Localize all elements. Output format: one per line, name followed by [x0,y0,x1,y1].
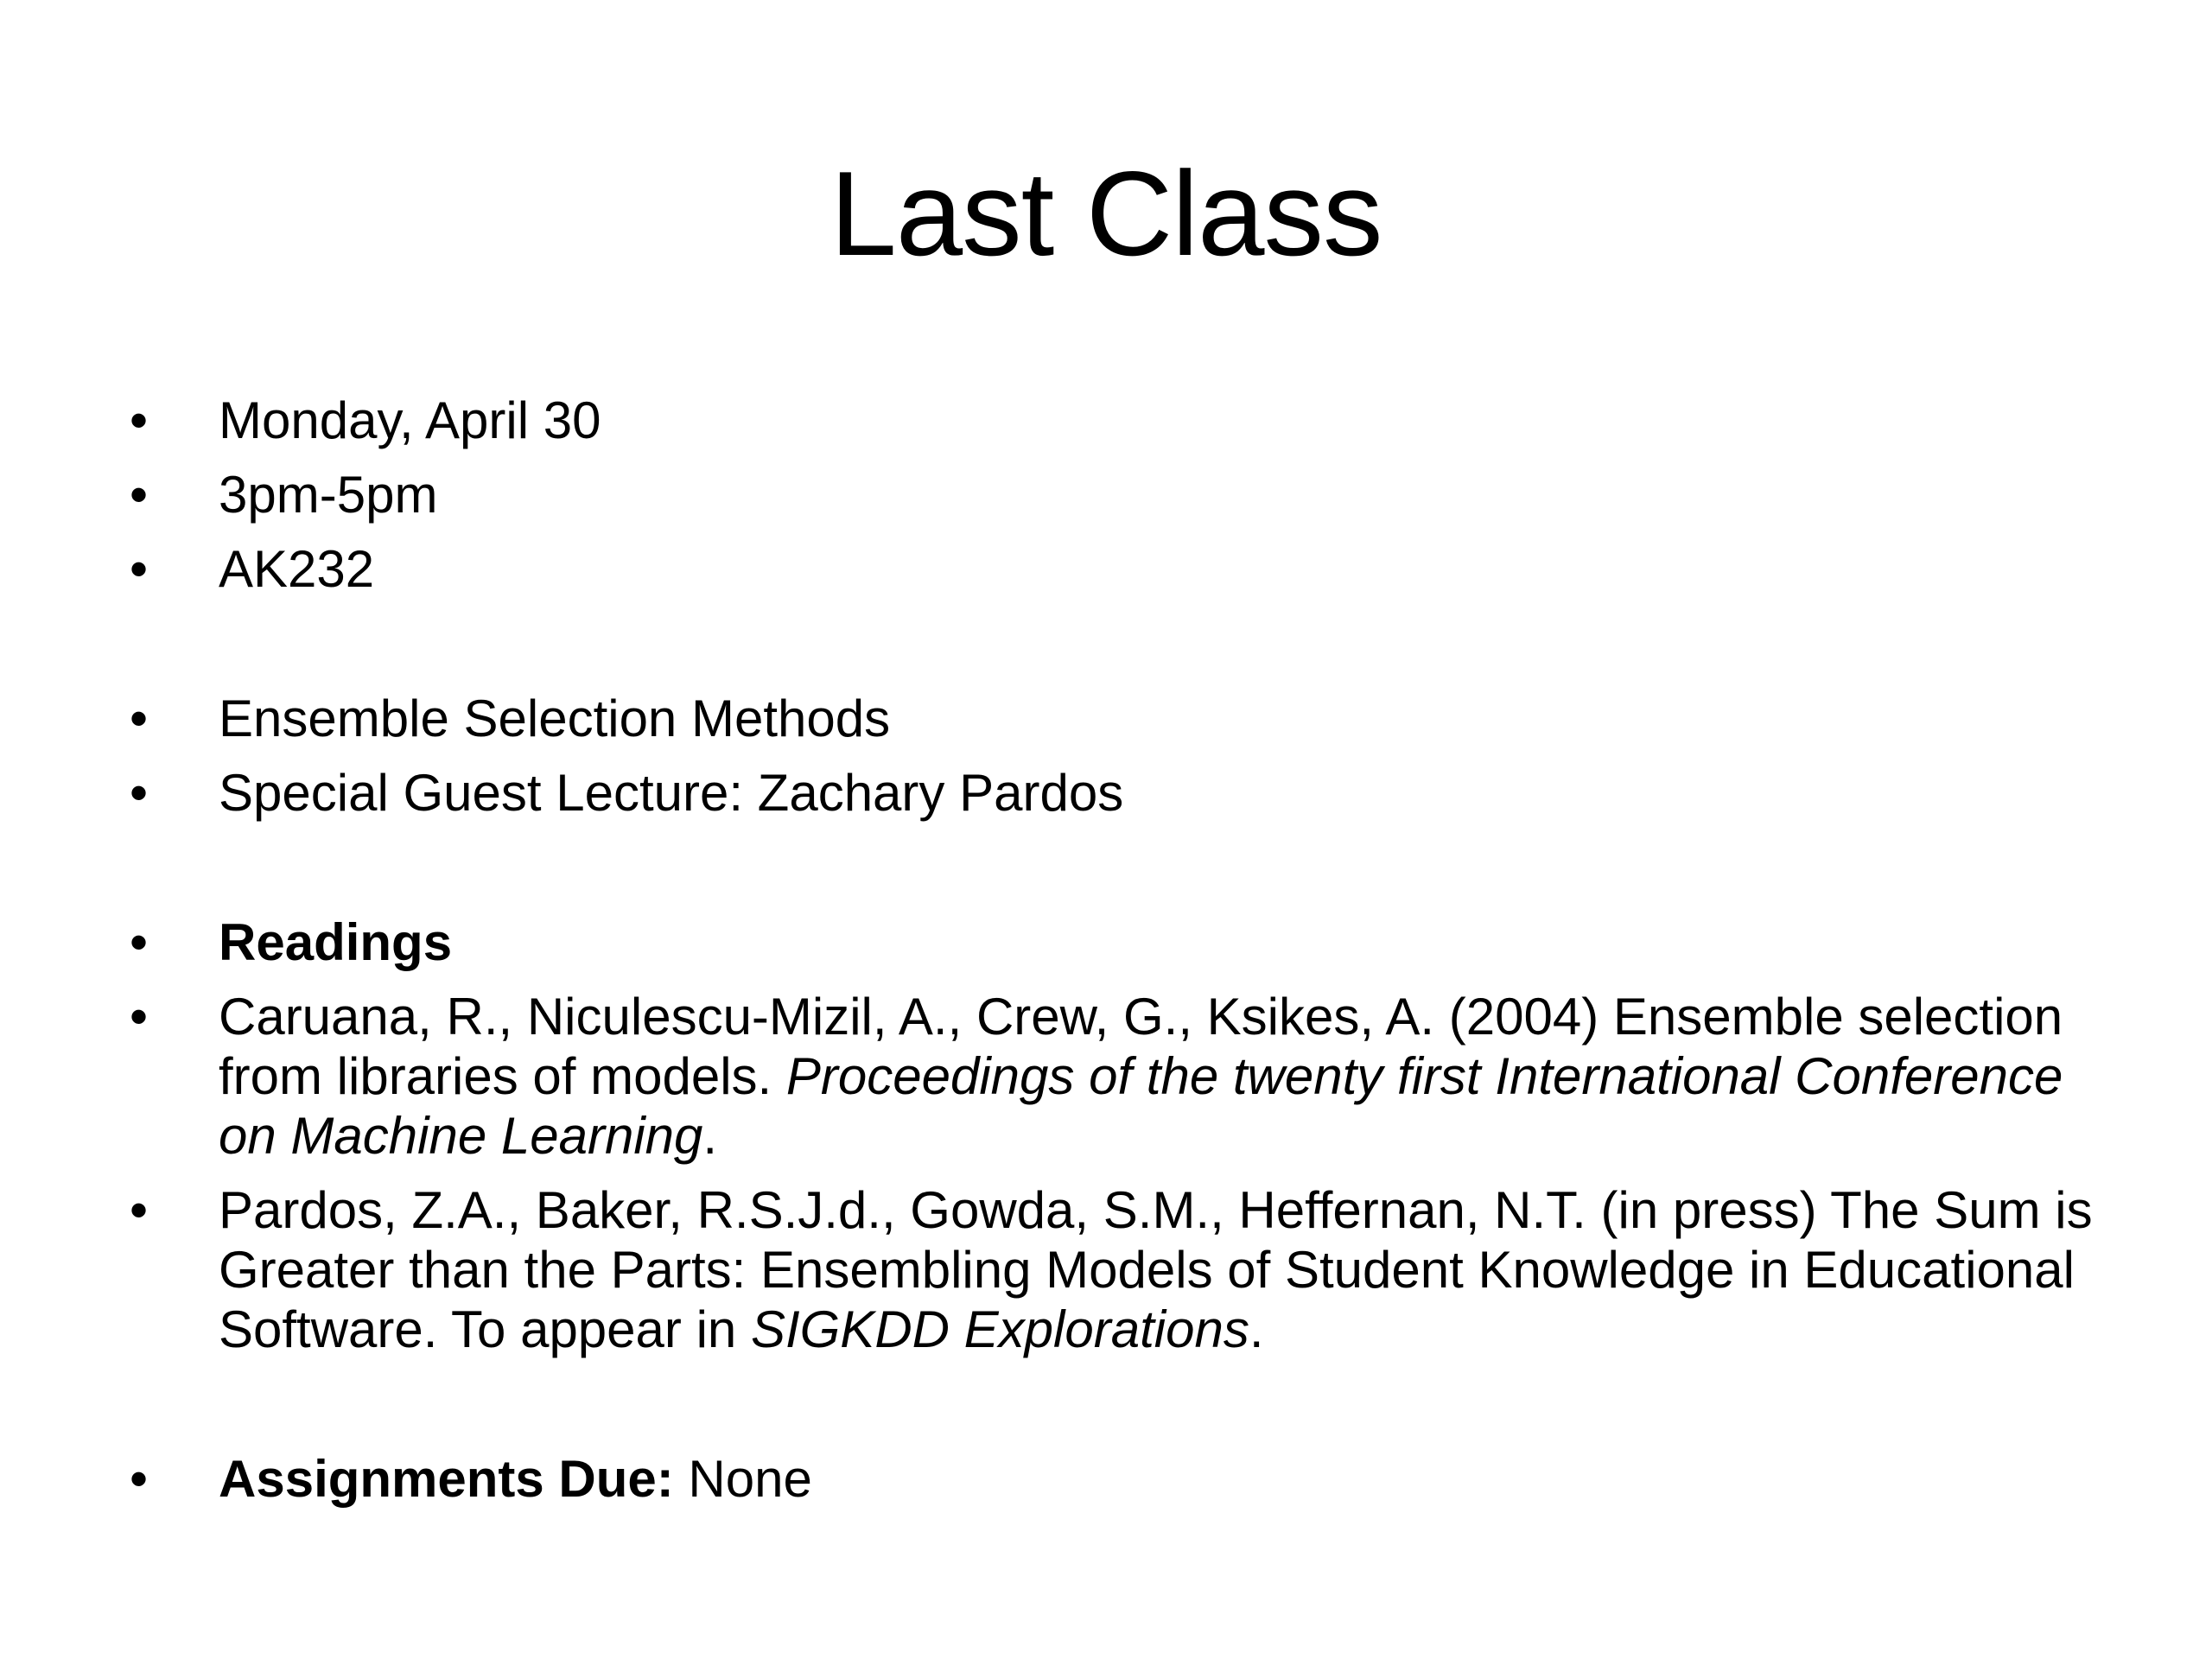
readings-heading: Readings [219,913,453,971]
bullet-list [130,391,2117,1523]
bullet-icon: • [130,690,149,747]
bullet-icon: • [130,764,149,822]
room-text: AK232 [219,540,375,598]
bullet-icon: • [130,391,149,449]
reading-1-end: . [702,1107,718,1165]
guest-text: Special Guest Lecture: Zachary Pardos [219,764,1124,822]
slide-title: Last Class [830,147,1382,281]
bullet-icon: • [130,1450,149,1508]
bullet-icon: • [130,1181,149,1239]
bullet-icon: • [130,466,149,524]
reading-1-citation: Caruana, R., Niculescu-Mizil, A., Crew, G., Ksikes, A. (2004) Ensemble selection from libraries of models. [219,988,2063,1105]
reading-2-end: . [1249,1300,1264,1358]
time-text: 3pm-5pm [219,466,438,524]
assignments-label: Assignments Due: [219,1450,674,1508]
bullet-item-readings-heading [130,912,2117,972]
reading-2-venue: SIGKDD Explorations [750,1300,1249,1358]
bullet-item-reading-1 [130,987,2117,1166]
bullet-item-room [130,539,2117,599]
bullet-item-guest [130,763,2117,823]
bullet-item-time [130,465,2117,524]
reading-2-citation: Pardos, Z.A., Baker, R.S.J.d., Gowda, S.M., Heffernan, N.T. (in press) The Sum is Greater than the Parts: Ensembling Models of Student Knowledge in Educational Software. To appear in [219,1181,2093,1358]
topic-text: Ensemble Selection Methods [219,690,891,747]
bullet-icon: • [130,540,149,598]
bullet-icon: • [130,913,149,971]
bullet-item-date [130,391,2117,450]
bullet-item-reading-2 [130,1180,2117,1359]
reading-1-venue: Proceedings of the twenty first International Conference on Machine Learning [219,1047,2063,1165]
date-text: Monday, April 30 [219,391,601,449]
assignments-value: None [673,1450,812,1508]
bullet-item-assignments [130,1449,2117,1509]
bullet-item-topic [130,689,2117,748]
bullet-icon: • [130,988,149,1046]
